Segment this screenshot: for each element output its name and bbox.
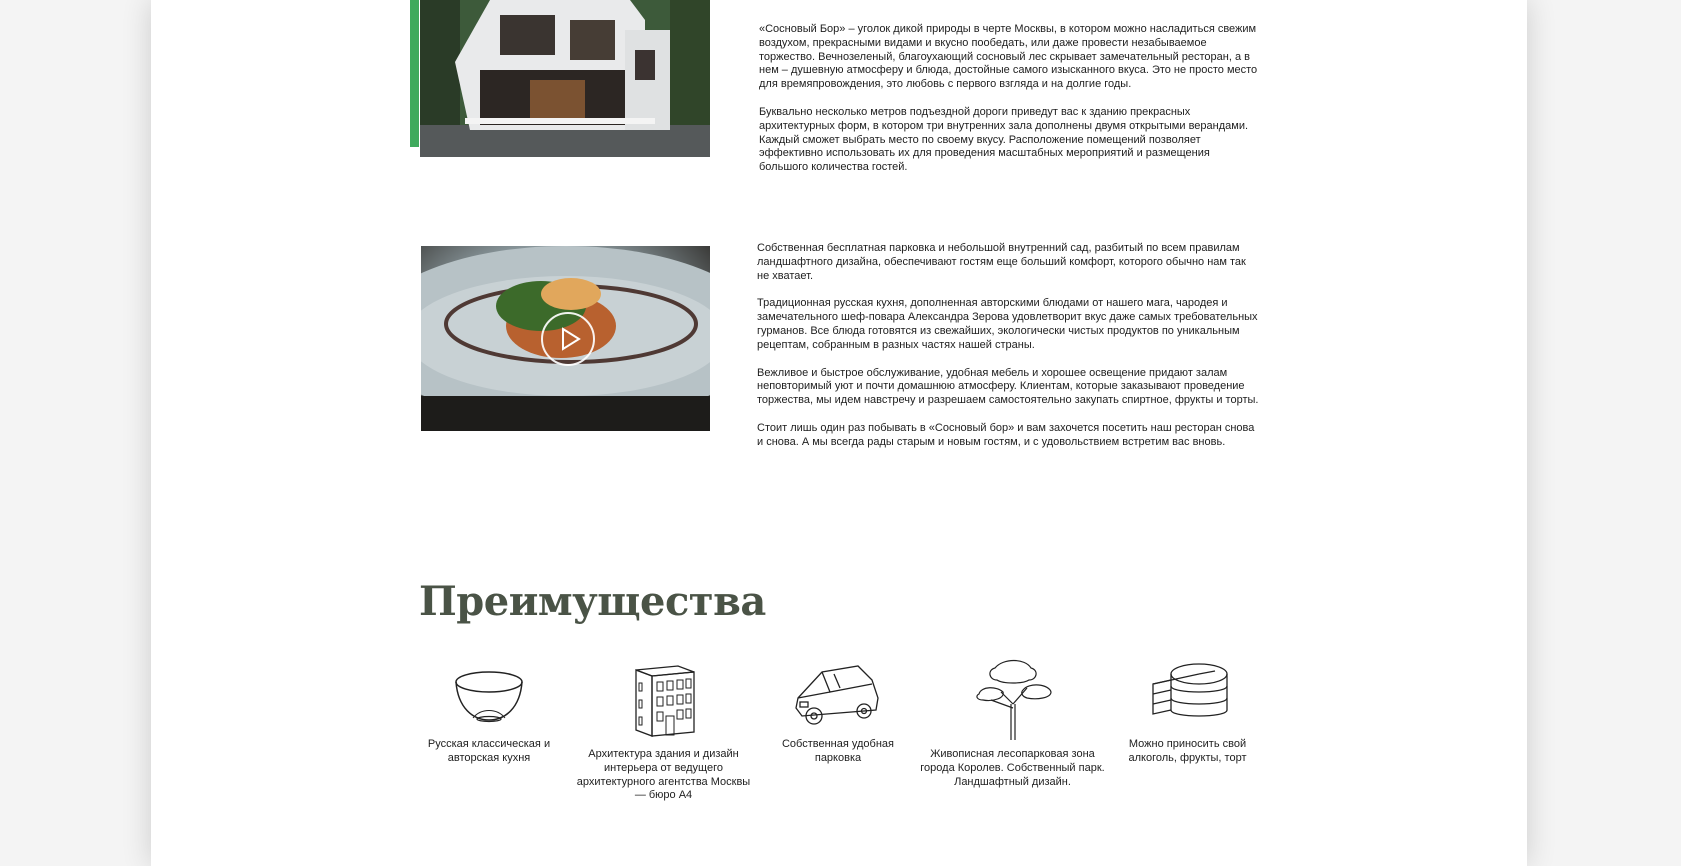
accent-bar: [410, 0, 419, 147]
cake-icon: [1143, 658, 1233, 730]
about-paragraph: Традиционная русская кухня, дополненная авторскими блюдами от нашего мага, чародея и замечательного шеф-повара Александра Зерова удовлетворит вкус даже самых требовательных гурманов. Все блюда готовятся из свежайших, экологически чистых продуктов по уникальным рецептам, собранным в разных частях нашей страны.: [757, 297, 1258, 351]
about-text-2: [757, 242, 1259, 464]
benefit-label: Архитектура здания и дизайн интерьера от ведущего архитектурного агентства Москвы — бюро А4: [576, 748, 751, 802]
benefit-item: [768, 658, 908, 766]
benefit-label: Живописная лесопарковая зона города Королев. Собственный парк. Ландшафтный дизайн.: [920, 748, 1105, 788]
benefit-label: Можно приносить свой алкоголь, фрукты, торт: [1128, 738, 1247, 764]
about-paragraph: Вежливое и быстрое обслуживание, удобная мебель и хорошее освещение придают залам неповторимый уют и почти домашнюю атмосферу. Клиентам, которые заказывают проведение торжества, мы идем навстречу и разрешаем самостоятельно закупать спиртное, фрукты и торты.: [757, 366, 1259, 407]
benefit-item: [920, 658, 1105, 789]
benefit-item: [414, 658, 564, 766]
about-paragraph: Буквально несколько метров подъездной дороги приведут вас к зданию прекрасных архитектурных форм, в котором три внутренних зала дополнены двумя открытыми верандами. Каждый сможет выбрать место по своему вкусу. Расположение помещений позволяет эффективно использовать их для проведения масштабных мероприятий и размещения большого количества гостей.: [759, 105, 1249, 174]
about-paragraph: Собственная бесплатная парковка и небольшой внутренний сад, разбитый по всем правилам ландшафтного дизайна, обеспечивают гостям еще больший комфорт, которого обычно нам так не хватает.: [757, 242, 1246, 282]
building-photo: [420, 0, 710, 157]
building-icon: [628, 658, 700, 740]
play-button[interactable]: [541, 312, 595, 366]
about-text-1: [759, 23, 1259, 189]
benefit-label: Собственная удобная парковка: [781, 738, 894, 764]
play-icon: [543, 314, 593, 364]
about-paragraph: Стоит лишь один раз побывать в «Сосновый бор» и вам захочется посетить наш ресторан снова и снова. А мы всегда рады старым и новым гостям, и с удовольствием встретим вас вновь.: [757, 421, 1255, 448]
car-icon: [792, 658, 884, 730]
benefit-item: [576, 658, 751, 803]
bowl-icon: [453, 658, 525, 730]
about-paragraph: «Сосновый Бор» – уголок дикой природы в черте Москвы, в котором можно насладиться свежим воздухом, прекрасными видами и вкусно пообедать, или даже провести незабываемое торжество. Вечнозеленый, благоухающий сосновый лес скрывает замечательный ресторан, а в нем – душевную атмосферу и блюда, достойные самого изысканного вкуса. Это не просто место для времяпровождения, это любовь с первого взгляда и на долгие годы.: [759, 23, 1258, 91]
benefit-item: [1115, 658, 1260, 766]
benefits-title: Преимущества: [419, 578, 766, 625]
tree-icon: [973, 658, 1053, 740]
benefit-label: Русская классическая и авторская кухня: [427, 738, 551, 764]
